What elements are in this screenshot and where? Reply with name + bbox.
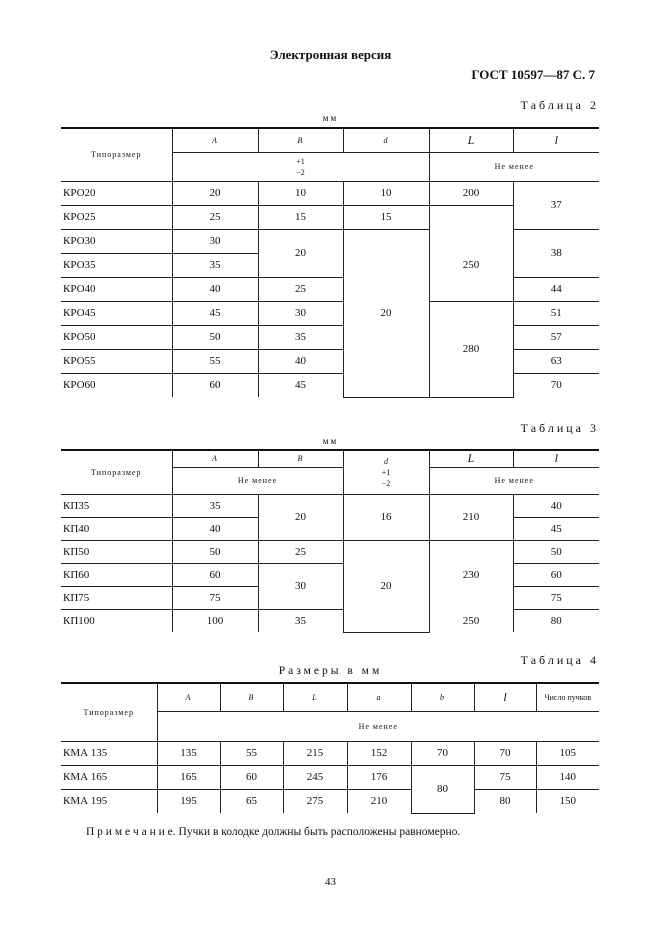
table3-header-d <box>343 450 429 494</box>
table4-cell-a-small: 152 <box>347 741 411 765</box>
table4-cell-a: 195 <box>157 789 220 813</box>
table3-cell-L: 250 <box>429 609 513 632</box>
document-header-title: Электронная версия <box>269 47 392 62</box>
table2-unit: мм <box>322 113 339 123</box>
table3-cell-d: 20 <box>343 540 429 632</box>
table3-header-b: B <box>258 450 343 467</box>
table3-header-a: A <box>172 450 258 467</box>
table3-row-name: КП40 <box>61 517 172 540</box>
table4-cell-L: 215 <box>283 741 347 765</box>
table2-cell-a: 50 <box>172 325 258 349</box>
table3-row-name: КП50 <box>61 540 172 563</box>
table2-cell-d: 15 <box>343 205 429 229</box>
table4-cell-l: 80 <box>474 789 536 813</box>
table2-row-name: КРО20 <box>61 181 172 205</box>
table2-cell-b: 15 <box>258 205 343 229</box>
table3-cell-l: 60 <box>513 563 599 586</box>
table4-cell-L: 245 <box>283 765 347 789</box>
table3-cell-b: 25 <box>258 540 343 563</box>
table4-header-b-small: b <box>411 683 474 711</box>
table2-cell-a: 20 <box>172 181 258 205</box>
table3-not-less-left: Не менее <box>172 467 343 494</box>
table4-not-less: Не менее <box>157 711 599 741</box>
table2-cell-L: 250 <box>429 229 513 301</box>
table2-cell-b: 20 <box>258 229 343 277</box>
table2-cell-d: 20 <box>343 229 429 397</box>
table2-header-l: l <box>513 128 599 152</box>
table2-label: Таблица 2 <box>520 98 599 112</box>
table3-header-name: Типоразмер <box>61 450 172 494</box>
table2-cell-d: 10 <box>343 181 429 205</box>
table2-cell-b: 45 <box>258 373 343 397</box>
table3-tol-bottom: −2 <box>381 478 391 488</box>
table2-cell-b: 30 <box>258 301 343 325</box>
table2-row-name: КРО50 <box>61 325 172 349</box>
table4-cell-a-small: 210 <box>347 789 411 813</box>
table4-cell-a: 165 <box>157 765 220 789</box>
table4-label: Таблица 4 <box>520 653 599 667</box>
table2-header-d: d <box>343 128 429 152</box>
table4-unit: Размеры в мм <box>278 665 383 677</box>
table3-row-name: КП35 <box>61 494 172 517</box>
table2-header-b: B <box>258 128 343 152</box>
table3-cell-b: 35 <box>258 609 343 632</box>
table3-cell-d: 16 <box>343 494 429 540</box>
table2-cell-b: 40 <box>258 349 343 373</box>
table4-cell-bundles: 105 <box>536 741 599 765</box>
table2-cell-a: 60 <box>172 373 258 397</box>
table3-cell-a: 60 <box>172 563 258 586</box>
table3-cell-b: 30 <box>258 563 343 609</box>
table3-header-l: l <box>513 450 599 467</box>
table4-cell-l: 70 <box>474 741 536 765</box>
table2-header-name: Типоразмер <box>61 128 172 181</box>
table4-header-b: B <box>220 683 283 711</box>
table4-cell-bundles: 150 <box>536 789 599 813</box>
table2-row-name: КРО45 <box>61 301 172 325</box>
table2-cell-a: 45 <box>172 301 258 325</box>
table2-cell-l: 38 <box>513 229 599 277</box>
table2-cell-L-blank <box>429 205 513 229</box>
table4-row-name: КМА 135 <box>61 741 157 765</box>
table4-cell-b: 55 <box>220 741 283 765</box>
table2-cell-l: 44 <box>513 277 599 301</box>
table4-cell-l: 75 <box>474 765 536 789</box>
page-number: 43 <box>325 876 336 888</box>
table2-row-name: КРО60 <box>61 373 172 397</box>
table3-cell-a: 35 <box>172 494 258 517</box>
table2-cell-a: 25 <box>172 205 258 229</box>
table3-not-less-right: Не менее <box>429 467 599 494</box>
table4-cell-b: 65 <box>220 789 283 813</box>
table2-row-name: КРО35 <box>61 253 172 277</box>
table3-cell-L: 210 <box>429 494 513 540</box>
table3-cell-l: 50 <box>513 540 599 563</box>
table3-unit: мм <box>322 436 339 446</box>
gost-reference: ГОСТ 10597—87 С. 7 <box>471 67 595 82</box>
table3 <box>61 449 599 633</box>
table4-cell-a-small: 176 <box>347 765 411 789</box>
table2-cell-l: 51 <box>513 301 599 325</box>
table4-cell-a: 135 <box>157 741 220 765</box>
table2-cell-a: 55 <box>172 349 258 373</box>
table4-header-bundles: Число пучков <box>536 683 599 711</box>
table3-row-name: КП75 <box>61 586 172 609</box>
table4-header-l: l <box>474 683 536 711</box>
table3-label: Таблица 3 <box>520 421 599 435</box>
table2-tolerance <box>172 152 429 181</box>
table3-cell-l: 40 <box>513 494 599 517</box>
table2-cell-l: 70 <box>513 373 599 397</box>
table4-header-a-small: a <box>347 683 411 711</box>
table2-header-a: A <box>172 128 258 152</box>
table3-tol-top: +1 <box>381 467 391 477</box>
table3-cell-l: 80 <box>513 609 599 632</box>
table2 <box>61 127 599 398</box>
table4-cell-b-small: 80 <box>411 765 474 813</box>
table2-not-less: Не менее <box>429 152 599 181</box>
table2-row-name: КРО25 <box>61 205 172 229</box>
table3-cell-a: 40 <box>172 517 258 540</box>
table4-cell-L: 275 <box>283 789 347 813</box>
table4-header-name: Типоразмер <box>61 683 157 741</box>
table2-row-name: КРО55 <box>61 349 172 373</box>
table4-cell-b-small: 70 <box>411 741 474 765</box>
table3-cell-L: 230 <box>429 540 513 609</box>
table2-cell-a: 35 <box>172 253 258 277</box>
table4-row-name: КМА 195 <box>61 789 157 813</box>
table3-cell-a: 75 <box>172 586 258 609</box>
table2-row-name: КРО30 <box>61 229 172 253</box>
table2-cell-b: 35 <box>258 325 343 349</box>
table3-header-d-label: d <box>384 456 388 466</box>
table2-header-L: L <box>429 128 513 152</box>
table2-cell-L: 200 <box>429 181 513 205</box>
table2-row-name: КРО40 <box>61 277 172 301</box>
table2-cell-L: 280 <box>429 301 513 397</box>
table4-header-L: L <box>283 683 347 711</box>
table3-cell-l: 45 <box>513 517 599 540</box>
table4-row-name: КМА 165 <box>61 765 157 789</box>
table2-cell-a: 30 <box>172 229 258 253</box>
table2-cell-l: 63 <box>513 349 599 373</box>
table2-cell-l: 57 <box>513 325 599 349</box>
table2-tol-top: +1 <box>296 156 305 166</box>
table2-tol-bottom: −2 <box>296 167 305 177</box>
table3-row-name: КП100 <box>61 609 172 632</box>
table3-cell-l: 75 <box>513 586 599 609</box>
table4-header-a: A <box>157 683 220 711</box>
table3-header-L: L <box>429 450 513 467</box>
table3-cell-a: 100 <box>172 609 258 632</box>
table4-cell-b: 60 <box>220 765 283 789</box>
table2-cell-a: 40 <box>172 277 258 301</box>
table2-cell-l: 37 <box>513 181 599 229</box>
table3-cell-b: 20 <box>258 494 343 540</box>
table4-cell-bundles: 140 <box>536 765 599 789</box>
table3-cell-a: 50 <box>172 540 258 563</box>
table2-cell-b: 25 <box>258 277 343 301</box>
table2-cell-b: 10 <box>258 181 343 205</box>
table4 <box>61 682 599 814</box>
table3-row-name: КП60 <box>61 563 172 586</box>
table-note: П р и м е ч а н и е. Пучки в колодке должны быть расположены равномерно. <box>86 826 461 838</box>
